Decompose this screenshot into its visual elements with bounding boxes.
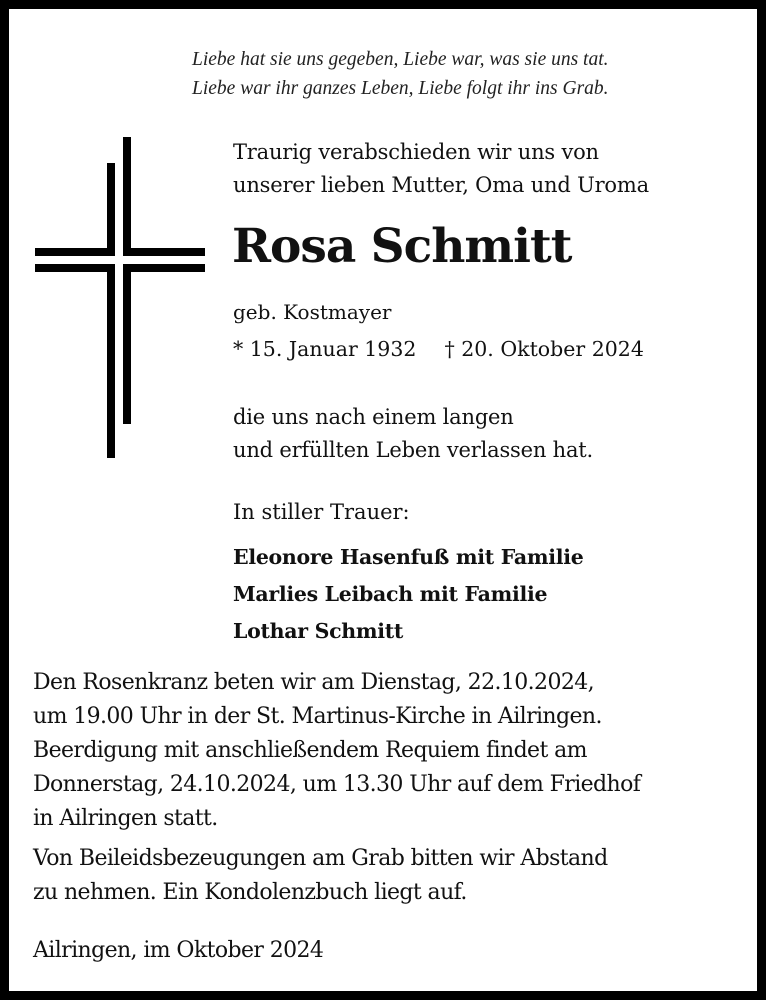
farewell-line: die uns nach einem langen bbox=[233, 405, 514, 429]
deceased-name: Rosa Schmitt bbox=[232, 219, 572, 274]
mourner-name: Eleonore Hasenfuß mit Familie bbox=[233, 545, 584, 569]
farewell-text bbox=[233, 401, 593, 467]
condolence-note bbox=[33, 842, 608, 910]
condolence-line: zu nehmen. Ein Kondolenzbuch liegt auf. bbox=[33, 880, 467, 905]
motto-line: Liebe hat sie uns gegeben, Liebe war, was sie uns tat. bbox=[192, 49, 609, 70]
service-line: um 19.00 Uhr in der St. Martinus-Kirche in Ailringen. bbox=[33, 704, 602, 729]
service-line: Den Rosenkranz beten wir am Dienstag, 22.10.2024, bbox=[33, 670, 595, 695]
intro-line: unserer lieben Mutter, Oma und Uroma bbox=[233, 173, 649, 197]
intro-line: Traurig verabschieden wir uns von bbox=[233, 140, 599, 164]
service-line: Donnerstag, 24.10.2024, um 13.30 Uhr auf dem Friedhof bbox=[33, 772, 641, 797]
mourner-name: Marlies Leibach mit Familie bbox=[233, 582, 548, 606]
mourner-name: Lothar Schmitt bbox=[233, 619, 404, 643]
mourners-heading: In stiller Trauer: bbox=[233, 500, 410, 524]
death-date: † 20. Oktober 2024 bbox=[444, 337, 644, 361]
maiden-name: geb. Kostmayer bbox=[233, 300, 392, 324]
life-dates bbox=[233, 337, 644, 361]
mourners-list bbox=[233, 539, 583, 650]
place-and-date: Ailringen, im Oktober 2024 bbox=[33, 938, 324, 963]
service-line: Beerdigung mit anschließendem Requiem findet am bbox=[33, 738, 587, 763]
condolence-line: Von Beileidsbezeugungen am Grab bitten wir Abstand bbox=[33, 846, 608, 871]
service-line: in Ailringen statt. bbox=[33, 806, 218, 831]
motto-line: Liebe war ihr ganzes Leben, Liebe folgt ihr ins Grab. bbox=[192, 78, 609, 99]
obituary-notice bbox=[9, 9, 757, 991]
birth-date: * 15. Januar 1932 bbox=[233, 337, 417, 361]
service-details bbox=[33, 666, 640, 836]
farewell-line: und erfüllten Leben verlassen hat. bbox=[233, 438, 593, 462]
intro-text bbox=[233, 136, 649, 202]
